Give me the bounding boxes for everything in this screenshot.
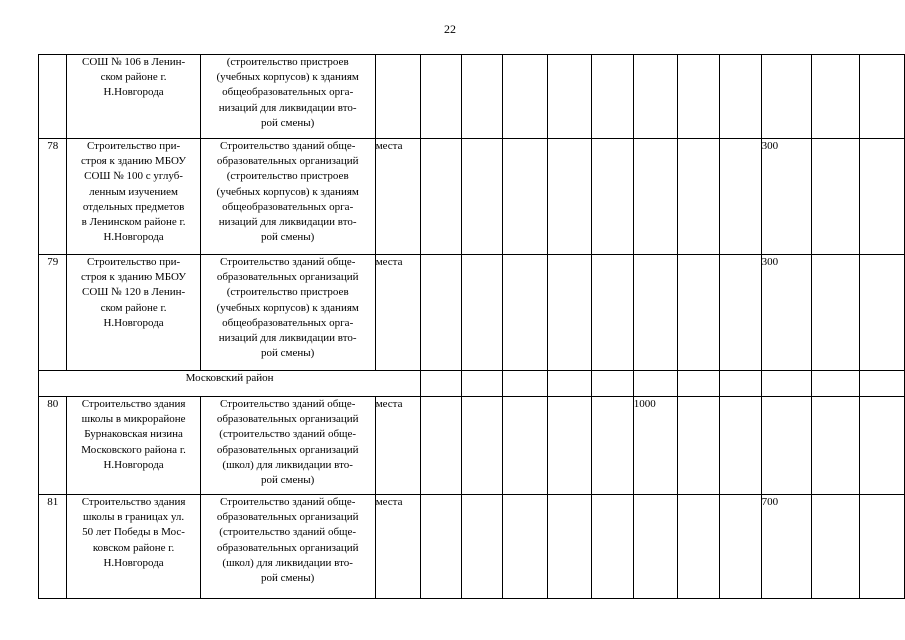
value-cell [592,255,634,371]
object-line: строя к зданию МБОУ [81,155,187,168]
type-line: образовательных организаций [216,511,359,524]
object-name-cell [67,55,200,139]
object-line: ленным изучением [89,185,178,198]
value-cell [860,55,905,139]
value-cell [719,371,761,397]
type-line: (учебных корпусов) к зданиям [216,185,359,198]
row-number-cell [39,55,67,139]
value-cell [421,495,462,599]
value-cell [811,397,860,495]
value-cell [548,139,592,255]
value-cell [719,397,761,495]
object-line: ковском районе г. [92,541,175,554]
object-type-cell [200,397,375,495]
type-line: образовательных организаций [216,413,359,426]
type-line: рой смены) [261,474,315,487]
value-cell [461,371,502,397]
object-name-cell [67,397,200,495]
object-line: Н.Новгорода [103,231,164,244]
table-row [39,495,905,599]
value-cell [719,55,761,139]
type-line: (строительство пристроев [226,286,349,299]
value-cell [678,139,720,255]
type-line: образовательных организаций [216,541,359,554]
value-cell [811,55,860,139]
district-heading: Московский район [39,371,421,397]
district-row [39,371,905,397]
object-name-cell [67,495,200,599]
value-cell [811,495,860,599]
row-number-cell: 79 [39,255,67,371]
value-cell [633,495,677,599]
value-cell [548,255,592,371]
object-line: Н.Новгорода [103,458,164,471]
type-line: (школ) для ликвидации вто- [222,458,353,471]
type-line: (строительство пристроев [226,170,349,183]
type-line: (учебных корпусов) к зданиям [216,301,359,314]
type-line: общеобразовательных орга- [222,86,354,99]
investment-table [38,54,905,599]
type-line: Строительство зданий обще- [219,496,356,508]
object-type-cell [200,255,375,371]
value-cell [860,255,905,371]
value-cell [678,255,720,371]
table-row [39,255,905,371]
unit-cell [375,55,420,139]
value-cell [811,371,860,397]
object-type-cell [200,139,375,255]
value-cell [592,495,634,599]
type-line: общеобразовательных орга- [222,200,354,213]
value-cell [461,139,502,255]
type-line: (школ) для ликвидации вто- [222,556,353,569]
value-cell: 1000 [633,397,677,495]
object-line: Н.Новгорода [103,556,164,569]
value-cell [502,397,548,495]
object-line: СОШ № 120 в Ленин- [81,286,186,299]
value-cell [421,371,462,397]
object-type-cell [200,55,375,139]
unit-cell: места [375,139,420,255]
value-cell [548,397,592,495]
type-line: (строительство зданий обще- [219,526,357,539]
object-line: 50 лет Победы в Мос- [82,526,185,539]
value-cell [761,397,811,495]
type-line: общеобразовательных орга- [222,316,354,329]
object-line: Н.Новгорода [103,86,164,99]
unit-cell: места [375,495,420,599]
object-line: Н.Новгорода [103,316,164,329]
object-line: Московского района г. [81,443,186,456]
row-number-cell: 81 [39,495,67,599]
object-line: Строительство здания [81,496,186,508]
value-cell [421,397,462,495]
value-cell [811,255,860,371]
row-number-cell: 80 [39,397,67,495]
object-line: отдельных предметов [82,200,185,213]
object-type-cell [200,495,375,599]
value-cell: 700 [761,495,811,599]
value-cell [502,371,548,397]
object-line: СОШ № 106 в Ленин- [81,56,186,68]
type-line: образовательных организаций [216,443,359,456]
value-cell [421,55,462,139]
type-line: низаций для ликвидации вто- [218,216,357,229]
value-cell [461,55,502,139]
value-cell [678,371,720,397]
type-line: рой смены) [261,347,315,360]
type-line: рой смены) [261,231,315,244]
value-cell [548,495,592,599]
value-cell [860,397,905,495]
value-cell [761,55,811,139]
object-line: школы в микрорайоне [81,413,186,426]
value-cell [592,397,634,495]
type-line: рой смены) [261,572,315,585]
type-line: Строительство зданий обще- [219,140,356,152]
object-name-cell [67,255,200,371]
type-line: (учебных корпусов) к зданиям [216,71,359,84]
table-row [39,397,905,495]
value-cell [548,55,592,139]
value-cell [719,255,761,371]
object-line: Строительство при- [86,256,181,268]
object-line: ском районе г. [100,301,167,314]
type-line: низаций для ликвидации вто- [218,332,357,345]
value-cell [633,255,677,371]
value-cell [719,495,761,599]
value-cell [678,397,720,495]
row-number-cell: 78 [39,139,67,255]
value-cell [633,139,677,255]
value-cell [761,371,811,397]
type-line: образовательных организаций [216,155,359,168]
object-line: Строительство при- [86,140,181,152]
value-cell [592,371,634,397]
value-cell: 300 [761,255,811,371]
value-cell [860,139,905,255]
table-row [39,139,905,255]
value-cell [811,139,860,255]
value-cell [548,371,592,397]
type-line: (строительство пристроев [226,56,349,68]
object-line: строя к зданию МБОУ [81,271,187,284]
type-line: Строительство зданий обще- [219,256,356,268]
table-row [39,55,905,139]
object-line: Строительство здания [81,398,186,410]
value-cell [461,397,502,495]
value-cell [860,495,905,599]
type-line: (строительство зданий обще- [219,428,357,441]
type-line: Строительство зданий обще- [219,398,356,410]
value-cell [633,371,677,397]
page-number: 22 [444,22,456,36]
value-cell [860,371,905,397]
value-cell [461,495,502,599]
value-cell [592,139,634,255]
value-cell [421,139,462,255]
object-line: Бурнаковская низина [84,428,183,441]
value-cell [421,255,462,371]
value-cell [461,255,502,371]
unit-cell: места [375,397,420,495]
value-cell [502,139,548,255]
value-cell [719,139,761,255]
type-line: образовательных организаций [216,271,359,284]
object-line: школы в границах ул. [83,511,185,524]
value-cell [502,255,548,371]
value-cell [678,55,720,139]
value-cell: 300 [761,139,811,255]
value-cell [502,55,548,139]
value-cell [502,495,548,599]
object-name-cell [67,139,200,255]
unit-cell: места [375,255,420,371]
value-cell [678,495,720,599]
object-line: ском районе г. [100,71,167,84]
type-line: рой смены) [261,116,315,129]
object-line: СОШ № 100 с углуб- [84,170,183,183]
value-cell [592,55,634,139]
type-line: низаций для ликвидации вто- [218,101,357,114]
value-cell [633,55,677,139]
object-line: в Ленинском районе г. [81,216,186,229]
